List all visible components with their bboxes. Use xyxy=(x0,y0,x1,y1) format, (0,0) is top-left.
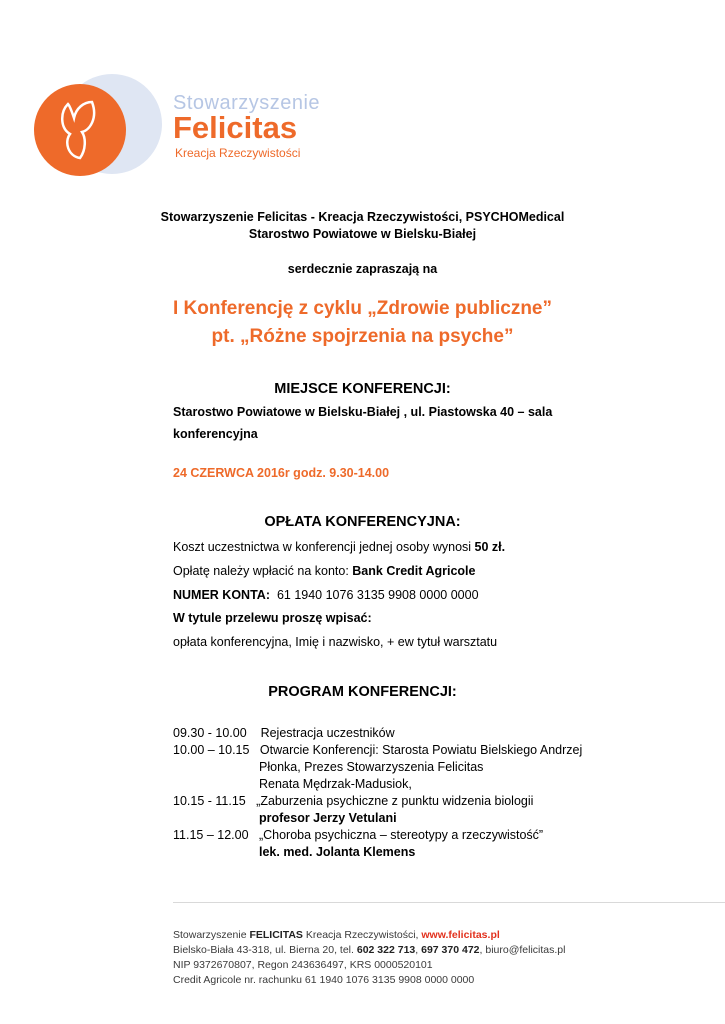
footer-org-line xyxy=(173,928,565,943)
program-item xyxy=(173,742,582,759)
program-item xyxy=(173,827,582,844)
fee-account-number xyxy=(173,588,479,602)
footer-address-line xyxy=(173,943,565,958)
conference-title-line-2: pt. „Różne spojrzenia na psyche” xyxy=(211,326,514,347)
program-time: 10.00 – 10.15 xyxy=(173,743,250,757)
invite-text: serdecznie zapraszają na xyxy=(287,262,438,276)
venue-heading: MIEJSCE KONFERENCJI: xyxy=(274,381,451,397)
venue-line-1: Starostwo Powiatowe w Bielsku-Białej , ul. Piastowska 40 – sala xyxy=(173,405,553,419)
fee-bank: Bank Credit Agricole xyxy=(352,564,476,578)
footer-address: Bielsko-Biała 43-318, ul. Bierna 20, tel. xyxy=(173,944,357,956)
fee-cost-text: Koszt uczestnictwa w konferencji jednej osoby wynosi xyxy=(173,540,475,554)
footer-org-bold: FELICITAS xyxy=(249,929,303,941)
program-time: 11.15 – 12.00 xyxy=(173,828,249,842)
footer-phone: 602 322 713 xyxy=(356,944,416,956)
program-speaker: profesor Jerzy Vetulani xyxy=(259,811,397,825)
fee-title-label: W tytule przelewu proszę wpisać: xyxy=(173,611,372,625)
footer-org-prefix: Stowarzyszenie xyxy=(173,929,250,941)
footer-org-suffix: Kreacja Rzeczywistości, xyxy=(302,929,422,941)
fee-account-number-value: 61 1940 1076 3135 9908 0000 0000 xyxy=(276,588,479,602)
butterfly-logo-icon xyxy=(30,72,180,182)
program-heading: PROGRAM KONFERENCJI: xyxy=(268,684,457,700)
logo-line-3: Kreacja Rzeczywistości xyxy=(175,146,301,160)
logo-line-1: Stowarzyszenie xyxy=(173,92,321,114)
program-list xyxy=(173,725,582,861)
fee-cost-amount: 50 zł. xyxy=(474,540,506,554)
venue-line-2: konferencyjna xyxy=(173,427,258,441)
organizers-line-2: Starostwo Powiatowe w Bielsku-Białej xyxy=(248,227,477,241)
program-text: „Zaburzenia psychiczne z punktu widzenia biologii xyxy=(256,794,534,808)
program-text: Rejestracja uczestników xyxy=(260,726,395,740)
footer-phone-sep: , xyxy=(415,944,422,956)
program-item xyxy=(173,793,582,810)
fee-account-label: NUMER KONTA: xyxy=(173,588,270,602)
footer-ids: NIP 9372670807, Regon 243636497, KRS 0000520101 xyxy=(173,959,433,971)
program-text-continued: Płonka, Prezes Stowarzyszenia Felicitas xyxy=(259,760,484,774)
fee-title-value: opłata konferencyjna, Imię i nazwisko, + ew tytuł warsztatu xyxy=(173,635,498,649)
program-text: Otwarcie Konferencji: Starosta Powiatu Bielskiego Andrzej xyxy=(259,743,583,757)
organizers-line-1: Stowarzyszenie Felicitas - Kreacja Rzeczywistości, PSYCHOMedical xyxy=(160,210,565,224)
program-text: „Choroba psychiczna – stereotypy a rzeczywistość” xyxy=(258,828,544,842)
program-text-continued: Renata Mędrzak-Madusiok, xyxy=(259,777,412,791)
fee-account xyxy=(173,564,475,578)
program-time: 09.30 - 10.00 xyxy=(173,726,247,740)
logo-line-2: Felicitas xyxy=(173,110,298,145)
fee-cost xyxy=(173,540,505,554)
logo xyxy=(30,72,330,182)
footer-email[interactable]: , biuro@felicitas.pl xyxy=(479,944,566,956)
program-speaker: lek. med. Jolanta Klemens xyxy=(259,845,416,859)
fee-account-text: Opłatę należy wpłacić na konto: xyxy=(173,564,353,578)
conference-date: 24 CZERWCA 2016r godz. 9.30-14.00 xyxy=(173,466,390,480)
conference-title-line-1: I Konferencję z cyklu „Zdrowie publiczne” xyxy=(172,298,553,319)
footer-bank: Credit Agricole nr. rachunku 61 1940 1076 3135 9908 0000 0000 xyxy=(173,974,475,986)
program-item xyxy=(173,725,582,742)
fee-heading: OPŁATA KONFERENCYJNA: xyxy=(264,514,461,530)
footer xyxy=(173,928,565,988)
footer-website-link[interactable]: www.felicitas.pl xyxy=(421,929,500,941)
program-time: 10.15 - 11.15 xyxy=(173,794,246,808)
footer-phone-2: 697 370 472 xyxy=(421,944,480,956)
footer-divider xyxy=(173,902,725,903)
